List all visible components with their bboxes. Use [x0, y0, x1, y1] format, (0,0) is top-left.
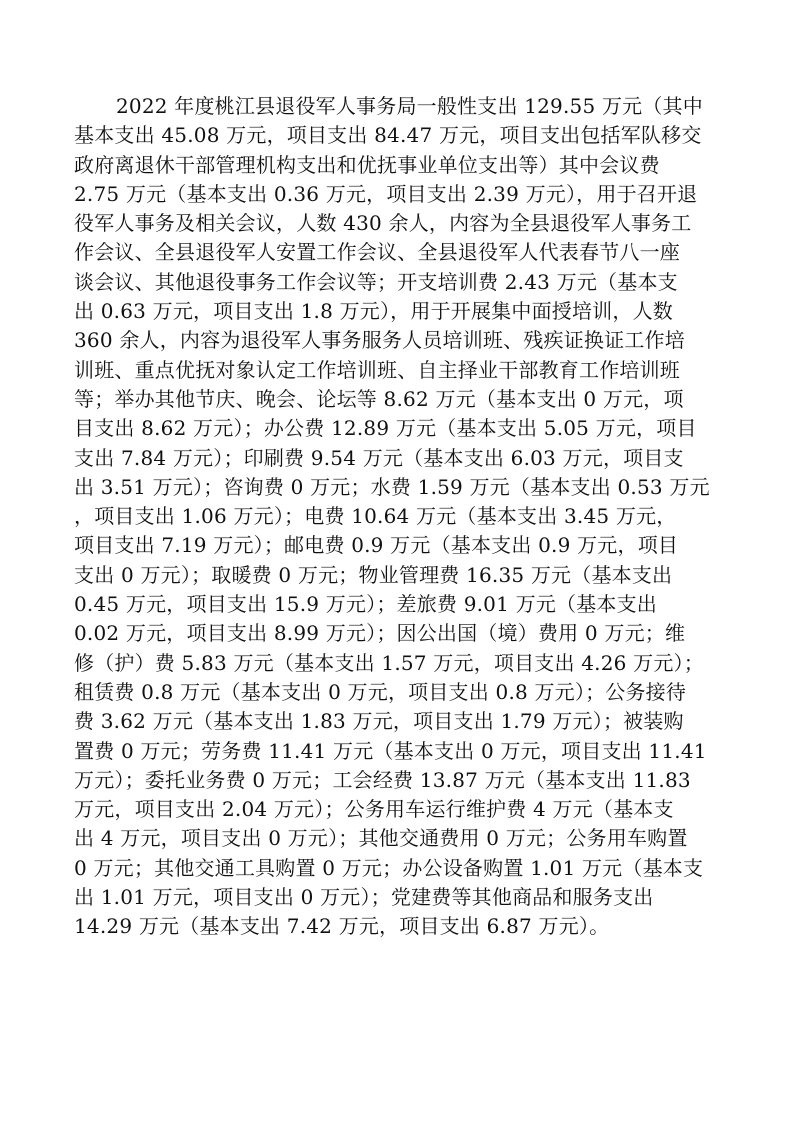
paragraph-line: 费 3.62 万元（基本支出 1.83 万元，项目支出 1.79 万元）；被装购	[74, 709, 684, 734]
paragraph-line: 出 1.01 万元，项目支出 0 万元）；党建费等其他商品和服务支出	[74, 885, 654, 910]
paragraph-line: 支出 7.84 万元）；印刷费 9.54 万元（基本支出 6.03 万元，项目支	[74, 445, 684, 470]
paragraph-line: 0.45 万元，项目支出 15.9 万元）；差旅费 9.01 万元（基本支出	[74, 592, 657, 617]
paragraph-line: 出 3.51 万元）；咨询费 0 万元；水费 1.59 万元（基本支出 0.53 万元	[74, 474, 710, 499]
paragraph-line: 目支出 8.62 万元）；办公费 12.89 万元（基本支出 5.05 万元，项目	[74, 416, 697, 441]
paragraph-line: 360 余人，内容为退役军人事务服务人员培训班、残疾证换证工作培	[74, 328, 685, 353]
paragraph-line: 训班、重点优抚对象认定工作培训班、自主择业干部教育工作培训班	[74, 357, 680, 382]
paragraph-line: 2022 年度桃江县退役军人事务局一般性支出 129.55 万元（其中	[116, 94, 703, 118]
paragraph-line: 修（护）费 5.83 万元（基本支出 1.57 万元，项目支出 4.26 万元）；	[74, 650, 704, 675]
paragraph-line: 14.29 万元（基本支出 7.42 万元，项目支出 6.87 万元）。	[74, 914, 610, 939]
paragraph-line: 役军人事务及相关会议，人数 430 余人，内容为全县退役军人事务工	[74, 211, 692, 236]
paragraph-line: 政府离退休干部管理机构支出和优抚事业单位支出等）其中会议费	[74, 152, 660, 177]
paragraph-line: 支出 0 万元）；取暖费 0 万元；物业管理费 16.35 万元（基本支出	[74, 562, 673, 587]
paragraph-line: 0 万元；其他交通工具购置 0 万元；办公设备购置 1.01 万元（基本支	[74, 855, 704, 880]
paragraph-line: 出 0.63 万元，项目支出 1.8 万元），用于开展集中面授培训，人数	[74, 299, 673, 324]
paragraph-line: ，项目支出 1.06 万元）；电费 10.64 万元（基本支出 3.45 万元，	[74, 504, 677, 529]
paragraph-line: 万元，项目支出 2.04 万元）；公务用车运行维护费 4 万元（基本支	[74, 797, 674, 822]
paragraph-line: 万元）；委托业务费 0 万元；工会经费 13.87 万元（基本支出 11.83	[74, 767, 691, 792]
paragraph-line: 谈会议、其他退役事务工作会议等；开支培训费 2.43 万元（基本支	[74, 269, 678, 294]
paragraph-line: 项目支出 7.19 万元）；邮电费 0.9 万元（基本支出 0.9 万元，项目	[74, 533, 679, 558]
paragraph-line: 等；举办其他节庆、晚会、论坛等 8.62 万元（基本支出 0 万元，项	[74, 386, 684, 411]
paragraph-line: 置费 0 万元；劳务费 11.41 万元（基本支出 0 万元，项目支出 11.41	[74, 738, 707, 763]
paragraph-line: 租赁费 0.8 万元（基本支出 0 万元，项目支出 0.8 万元）；公务接待	[74, 679, 687, 704]
paragraph-line: 基本支出 45.08 万元，项目支出 84.47 万元，项目支出包括军队移交	[74, 123, 702, 148]
paragraph-line: 2.75 万元（基本支出 0.36 万元，项目支出 2.39 万元），用于召开退	[74, 181, 698, 206]
paragraph-line: 0.02 万元，项目支出 8.99 万元）；因公出国（境）费用 0 万元；维	[74, 621, 686, 646]
paragraph-line: 出 4 万元，项目支出 0 万元）；其他交通费用 0 万元；公务用车购置	[74, 826, 688, 851]
paragraph-line: 作会议、全县退役军人安置工作会议、全县退役军人代表春节八一座	[74, 240, 680, 265]
expenditure-paragraph	[74, 92, 722, 942]
